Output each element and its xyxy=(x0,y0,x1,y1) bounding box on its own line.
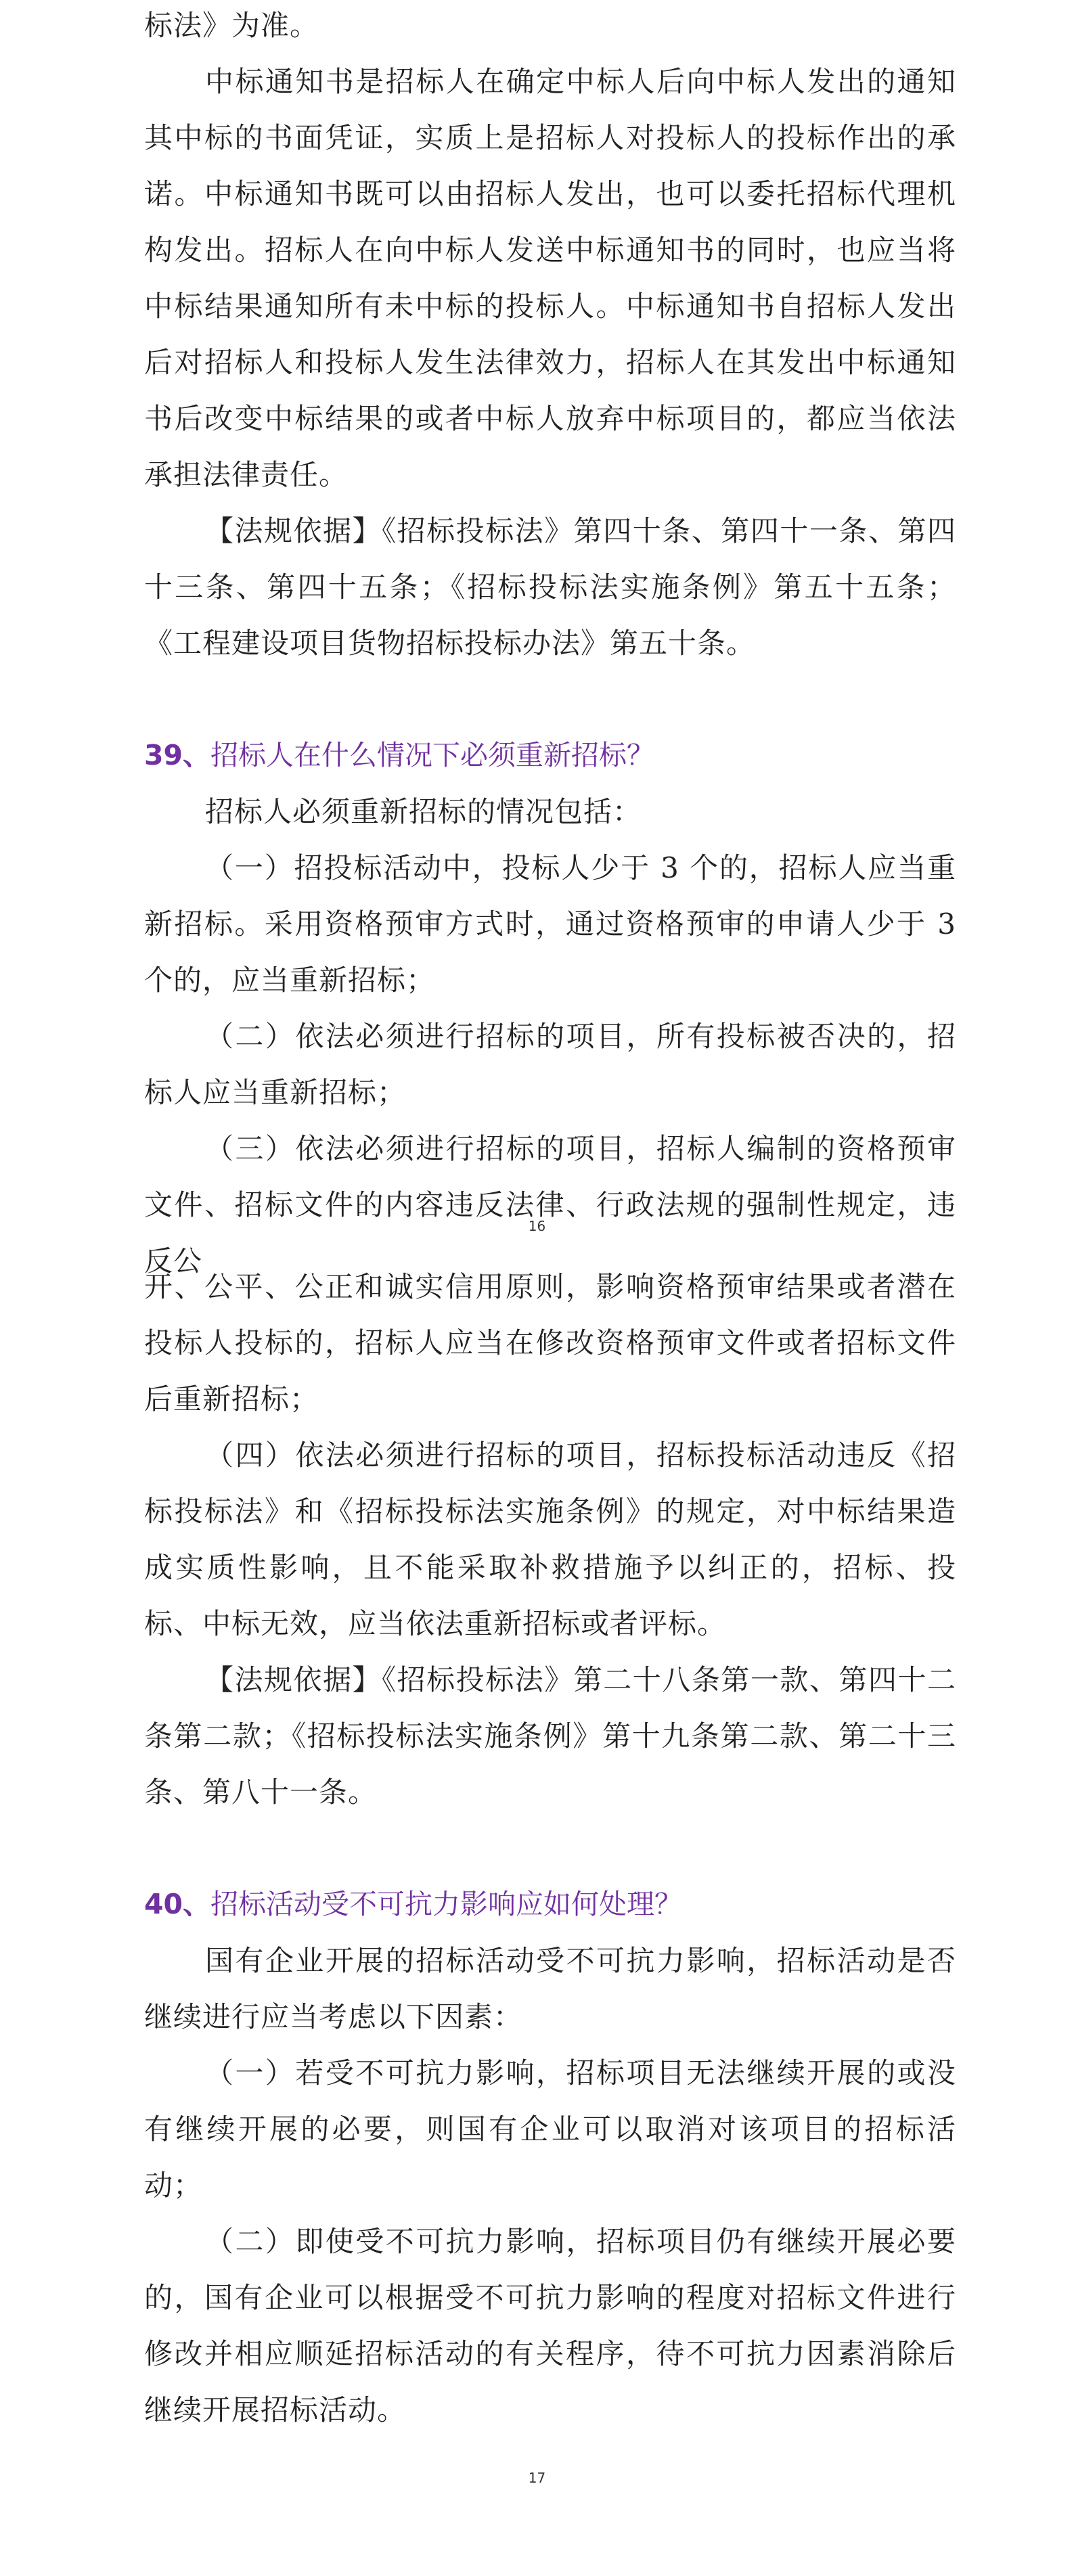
page-16 xyxy=(0,0,1074,1278)
page-17-body xyxy=(144,1259,956,2438)
question-number: 39、 xyxy=(144,739,211,771)
spacer xyxy=(144,671,956,727)
paragraph-40-intro: 国有企业开展的招标活动受不可抗力影响，招标活动是否继续进行应当考虑以下因素： xyxy=(144,1944,956,2033)
question-title: 招标人在什么情况下必须重新招标？ xyxy=(210,739,655,771)
paragraph-40-item-1: （一）若受不可抗力影响，招标项目无法继续开展的或没有继续开展的必要，则国有企业可以取消对该项目的招标活动； xyxy=(144,2056,956,2202)
page-17 xyxy=(0,1259,1074,2576)
paragraph-39-item-3-end: 开、公平、公正和诚实信用原则，影响资格预审结果或者潜在投标人投标的，招标人应当在修改资格预审文件或者招标文件后重新招标； xyxy=(144,1270,956,1416)
paragraph-39-legal-basis: 【法规依据】《招标投标法》第二十八条第一款、第四十二条第二款；《招标投标法实施条例》第十九条第二款、第二十三条、第八十一条。 xyxy=(144,1663,956,1809)
question-number: 40、 xyxy=(144,1888,211,1920)
paragraph-notice: 中标通知书是招标人在确定中标人后向中标人发出的通知其中标的书面凭证，实质上是招标人对投标人的投标作出的承诺。中标通知书既可以由招标人发出，也可以委托招标代理机构发出。招标人在向中标人发送中标通知书的同时，也应当将中标结果通知所有未中标的投标人。中标通知书自招标人发出后对招标人和投标人发生法律效力，招标人在其发出中标通知书后改变中标结果的或者中标人放弃中标项目的，都应当依法承担法律责任。 xyxy=(144,65,956,491)
question-40-heading xyxy=(144,1876,956,1933)
spacer xyxy=(144,1820,956,1876)
paragraph-39-item-4: （四）依法必须进行招标的项目，招标投标活动违反《招标投标法》和《招标投标法实施条例》的规定，对中标结果造成实质性影响，且不能采取补救措施予以纠正的，招标、投标、中标无效，应当依法重新招标或者评标。 xyxy=(144,1439,956,1640)
page-16-body xyxy=(144,0,956,1289)
paragraph-legal-basis: 【法规依据】《招标投标法》第四十条、第四十一条、第四十三条、第四十五条；《招标投标法实施条例》第五十五条；《工程建设项目货物招标投标办法》第五十条。 xyxy=(144,514,956,660)
paragraph-39-intro: 招标人必须重新招标的情况包括： xyxy=(205,795,642,828)
question-39-heading xyxy=(144,727,956,784)
paragraph-39-item-2: （二）依法必须进行招标的项目，所有投标被否决的，招标人应当重新招标； xyxy=(144,1020,956,1109)
question-title: 招标活动受不可抗力影响应如何处理？ xyxy=(210,1888,683,1920)
page-number: 17 xyxy=(528,2470,546,2486)
paragraph-39-item-3-start: （三）依法必须进行招标的项目，招标人编制的资格预审文件、招标文件的内容违反法律、行政法规的强制性规定，违反公 xyxy=(144,1132,956,1278)
paragraph-40-item-2: （二）即使受不可抗力影响，招标项目仍有继续开展必要的，国有企业可以根据受不可抗力影响的程度对招标文件进行修改并相应顺延招标活动的有关程序，待不可抗力因素消除后继续开展招标活动。 xyxy=(144,2225,956,2426)
paragraph-39-item-1: （一）招投标活动中，投标人少于 3 个的，招标人应当重新招标。采用资格预审方式时，通过资格预审的申请人少于 3 个的，应当重新招标； xyxy=(144,851,956,997)
paragraph-continued: 标法》为准。 xyxy=(144,9,319,42)
page-number: 16 xyxy=(528,1218,546,1234)
